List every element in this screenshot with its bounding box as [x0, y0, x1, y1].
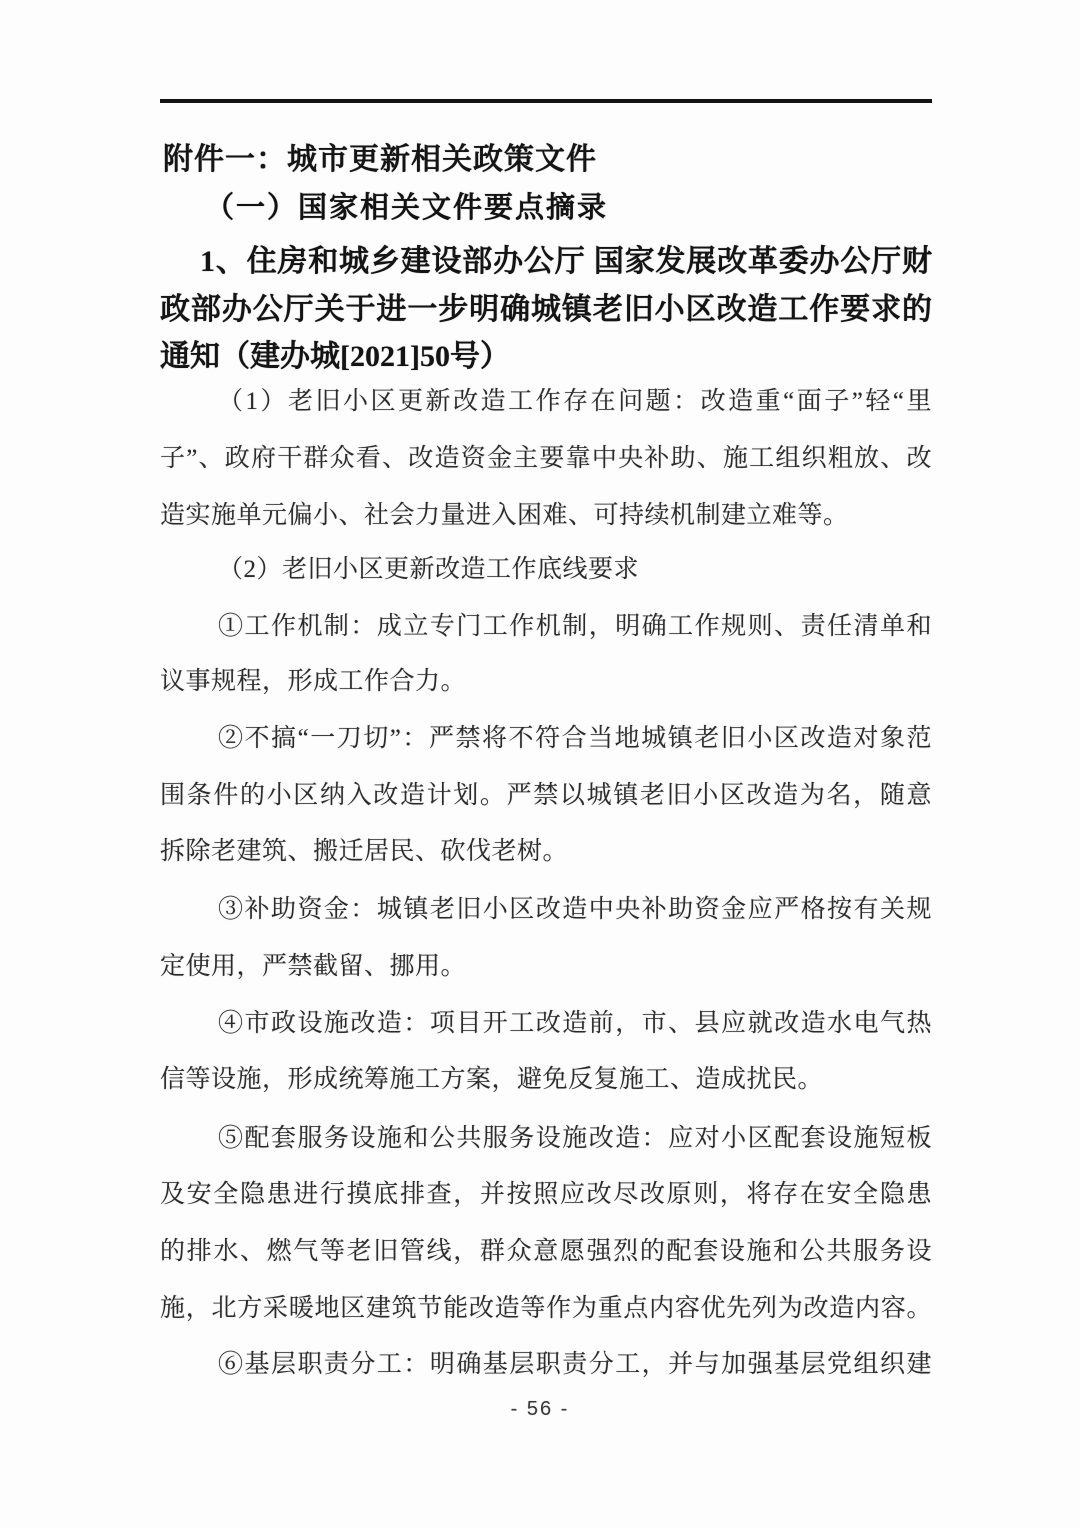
paragraph-line: 施，北方采暖地区建筑节能改造等作为重点内容优先列为改造内容。 [160, 1295, 932, 1322]
paragraph-line: 的排水、燃气等老旧管线，群众意愿强烈的配套设施和公共服务设 [160, 1238, 932, 1265]
paragraph-line: ④市政设施改造：项目开工改造前，市、县应就改造水电气热 [218, 1010, 932, 1037]
paragraph-line: 造实施单元偏小、社会力量进入困难、可持续机制建立难等。 [160, 502, 849, 529]
paragraph-line: ①工作机制：成立专门工作机制，明确工作规则、责任清单和 [218, 613, 932, 640]
paragraph-line: （1）老旧小区更新改造工作存在问题：改造重“面子”轻“里 [218, 388, 932, 415]
paragraph-line: 子”、政府干群众看、改造资金主要靠中央补助、施工组织粗放、改 [160, 445, 932, 472]
paragraph-line: （2）老旧小区更新改造工作底线要求 [218, 556, 640, 583]
page-number: - 56 - [510, 1398, 570, 1420]
paragraph-line: 议事规程，形成工作合力。 [160, 668, 467, 695]
paragraph-line: 定使用，严禁截留、挪用。 [160, 953, 467, 980]
header-rule [160, 99, 932, 103]
paragraph-line: 信等设施，形成统筹施工方案，避免反复施工、造成扰民。 [160, 1066, 824, 1093]
paragraph-line: ③补助资金：城镇老旧小区改造中央补助资金应严格按有关规 [218, 896, 932, 923]
section-heading: （一）国家相关文件要点摘录 [205, 192, 609, 224]
doc-title-line: 通知（建办城[2021]50号） [160, 340, 510, 373]
paragraph-line: 围条件的小区纳入改造计划。严禁以城镇老旧小区改造为名，随意 [160, 782, 932, 809]
paragraph-line: ②不搞“一刀切”：严禁将不符合当地城镇老旧小区改造对象范 [218, 725, 932, 752]
paragraph-line: 及安全隐患进行摸底排查，并按照应改尽改原则，将存在安全隐患 [160, 1181, 932, 1208]
paragraph-line: ⑤配套服务设施和公共服务设施改造：应对小区配套设施短板 [218, 1125, 932, 1152]
paragraph-line: 拆除老建筑、搬迁居民、砍伐老树。 [160, 838, 569, 865]
doc-title-line: 1、住房和城乡建设部办公厅 国家发展改革委办公厅财 [200, 245, 932, 278]
doc-title-line: 政部办公厅关于进一步明确城镇老旧小区改造工作要求的 [160, 293, 932, 326]
paragraph-line: ⑥基层职责分工：明确基层职责分工，并与加强基层党组织建 [218, 1351, 932, 1378]
attachment-title: 附件一：城市更新相关政策文件 [163, 142, 597, 177]
